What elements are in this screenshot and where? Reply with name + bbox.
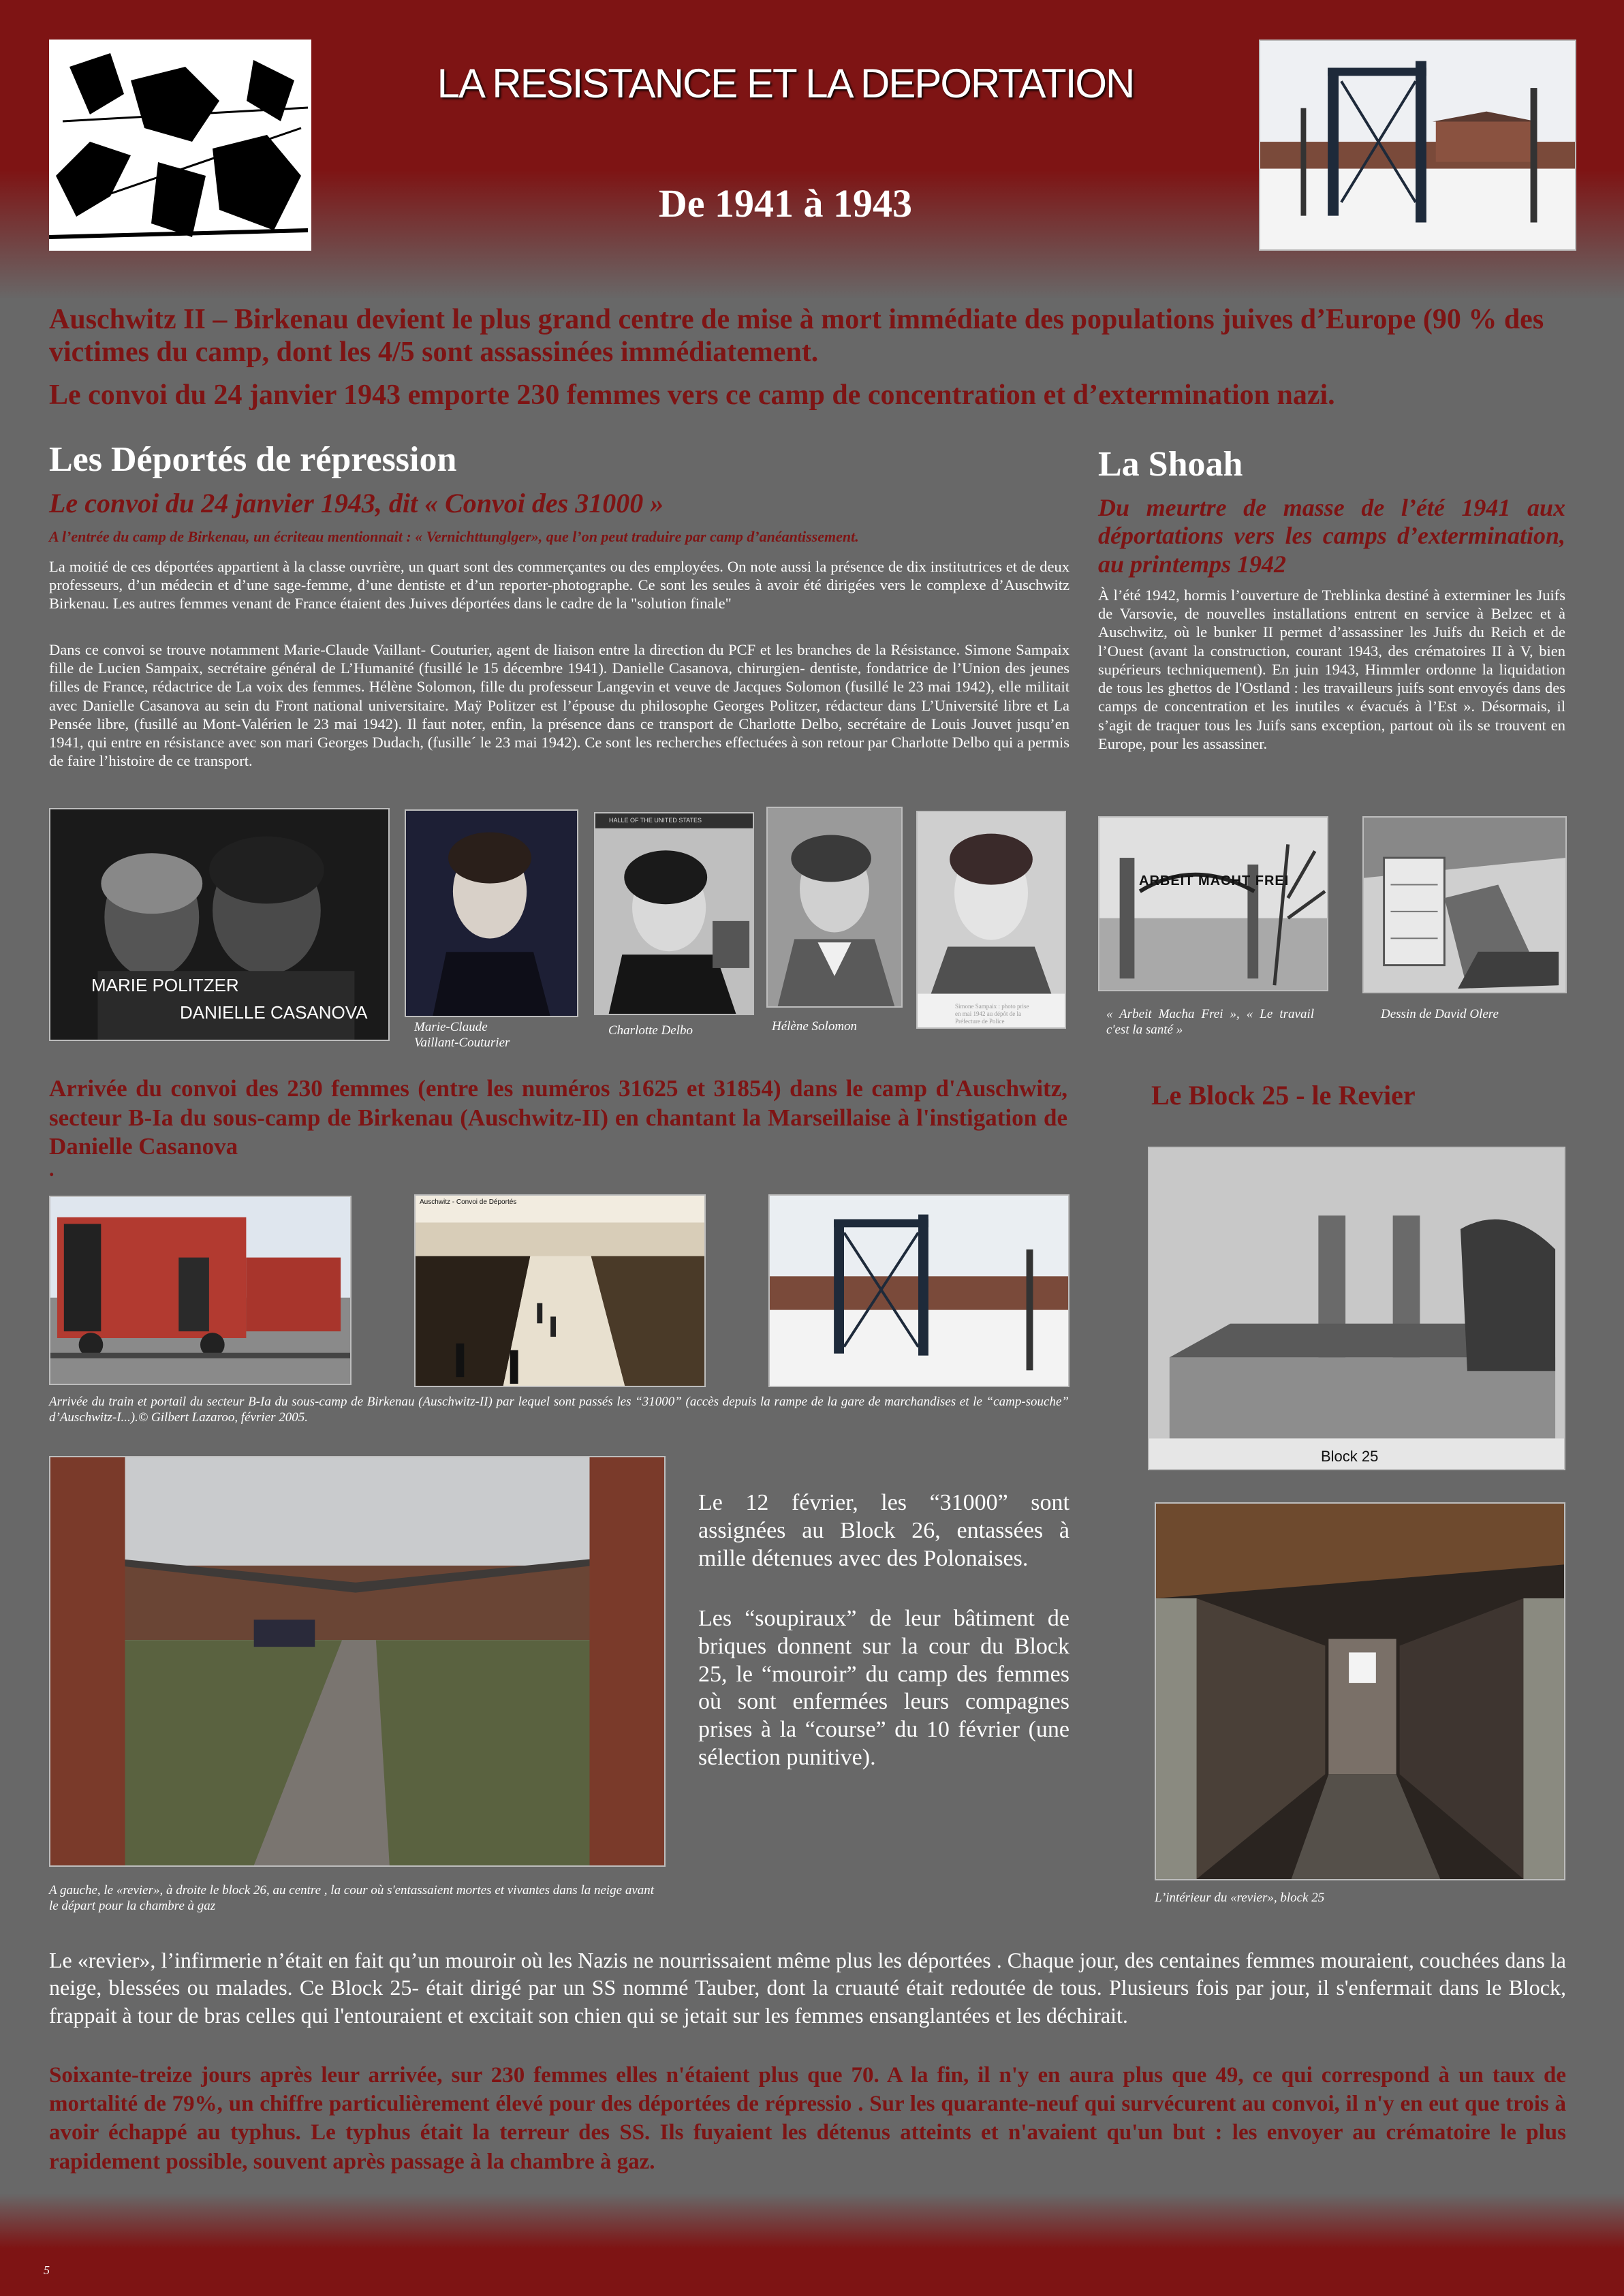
caption-revier-interior: L’intérieur du «revier», block 25 xyxy=(1155,1891,1325,1905)
shoah-paragraph: À l’été 1942, hormis l’ouverture de Treblinka destiné à exterminer les Juifs de Varsovie, de nouvelles installations entrent en service à Belzec et à Auschwitz, où le bunker II permet d’assassiner les Juifs du Reich et de l’Ouest (avant la construction, courant 1943, des crématoires II à V, bien supérieurs techniquement). En juin 1943, Himmler ordonne la liquidation de tous les ghettos de l'Ostland : les travailleurs juifs sont envoyés dans des camps de concentration et les inutiles « évacués à l’Est ». Désormais, il s’agit de traquer tous les Juifs sans exception, partout où ils se trouvent en Europe, pour les assassiner. xyxy=(1098,587,1565,752)
block26-paragraph: Le 12 février, les “31000” sont assignées au Block 26, entassées à mille détenues avec des Polonaises. xyxy=(698,1490,1069,1571)
arrival-caption: Arrivée du train et portail du secteur B-Ia du sous-camp de Birkenau (Auschwitz-II) par lequel sont passés les “31000” (accès depuis la rampe de la gare de marchandises et le “camp-souche” d’Auschwitz-I...).© Gilbert Lazaroo, février 2005. xyxy=(49,1395,1069,1425)
photo-label-politzer: MARIE POLITZER xyxy=(91,975,239,995)
shoah-subheading: Du meurtre de masse de l’été 1941 aux déportations vers les camps d’extermination, au printemps 1942 xyxy=(1098,494,1565,578)
deportes-heading: Les Déportés de répression xyxy=(49,440,457,479)
arrival-dot: . xyxy=(49,1158,54,1181)
block25-photo-label: Block 25 xyxy=(1321,1448,1379,1465)
revier-interior-photo xyxy=(1155,1502,1565,1880)
politzer-casanova-photo xyxy=(49,808,390,1041)
arbeit-sign: ARBEIT MACHT FREI xyxy=(1139,873,1290,888)
block25-heading: Le Block 25 - le Revier xyxy=(1151,1080,1416,1111)
courtyard-photo xyxy=(49,1456,666,1867)
page-title: LA RESISTANCE ET LA DEPORTATION xyxy=(437,61,1134,106)
arbeit-macht-frei-photo xyxy=(1098,816,1328,991)
intro-convoi: Le convoi du 24 janvier 1943 emporte 230 femmes vers ce camp de concentration et d’extermination nazi. xyxy=(49,379,1335,411)
train-wagon-photo xyxy=(49,1196,352,1385)
page-subtitle: De 1941 à 1943 xyxy=(658,181,913,226)
convoi-paragraph-1: La moitié de ces déportées appartient à la classe ouvrière, un quart sont des commerçantes ou des employées. On note aussi la présence de dix institutrices et de deux professeurs, d’un médecin et d’une sage-femme, d’une dentiste et d’un reporter-photographe. Ce sont les seules à avoir été dirigées vers le complexe d’Auschwitz Birkenau. Les autres femmes venant de France étaient des Juives déportées dans le cadre de la "solution finale" xyxy=(49,558,1069,612)
courtyard-caption: A gauche, le «revier», à droite le block 26, au centre , la cour où s'entassaient mortes et vivantes dans la neige avant le départ pour la chambre à gaz xyxy=(49,1883,655,1913)
photo-label-casanova: DANIELLE CASANOVA xyxy=(180,1002,368,1023)
solomon-portrait xyxy=(766,807,903,1008)
caption-delbo: Charlotte Delbo xyxy=(608,1023,693,1038)
soupiraux-paragraph: Les “soupiraux” de leur bâtiment de briques donnent sur la cour du Block 25, le “mouroir” du camp des femmes où sont enfermées leurs compagnes prises à la “course” du 10 février (une sélection punitive). xyxy=(698,1606,1069,1770)
resistance-drawing xyxy=(49,40,311,251)
convoi-subheading: Le convoi du 24 janvier 1943, dit « Convoi des 31000 » xyxy=(49,488,664,518)
intro-auschwitz: Auschwitz II – Birkenau devient le plus grand centre de mise à mort immédiate des populations juives d’Europe (90 % des victimes du camp, dont les 4/5 sont assassinées immédiatement. xyxy=(49,304,1544,369)
revier-paragraph: Le «revier», l’infirmerie n’était en fait qu’un mouroir où les Nazis ne nourrissaient même plus les déportées . Chaque jour, des centaines femmes mouraient, couchées dans la neige, blessées ou malades. Ce Block 25- était dirigé par un SS nommé Tauber, dont la cruauté était redoutée de tous. Plusieurs fois par jour, il s'enfermait dans le Block, frappait à tour de bras celles qui l'entouraient et excitait son chien qui se jetait sur les femmes ensanglantées et les déchirait. xyxy=(49,1948,1566,2028)
page-number: 5 xyxy=(44,2263,50,2277)
delbo-photo-sign: HALLE OF THE UNITED STATES xyxy=(609,817,702,824)
caption-solomon: Hélène Solomon xyxy=(772,1019,858,1034)
arrival-heading: Arrivée du convoi des 230 femmes (entre les numéros 31625 et 31854) dans le camp d'Auschwitz, secteur B-Ia du sous-camp de Birkenau (Auschwitz-II) en chantant la Marseillaise à l'instigation de Danielle Casanova xyxy=(49,1075,1067,1160)
caption-mcvc: Marie-Claude Vaillant-Couturier xyxy=(414,1020,510,1050)
block25-photo xyxy=(1148,1147,1565,1470)
mortality-paragraph: Soixante-treize jours après leur arrivée, sur 230 femmes elles n'étaient plus que 70. A la fin, il n'y en aura plus que 49, ce qui correspond à un taux de mortalité de 79%, un chiffre particulièrement élevé pour des déportées de répressio . Sur les quarante-neuf qui survécurent au convoi, il n'y en eut que trois à avoir échappé au typhus. Le typhus était la terreur des SS. Ils fuyaient les détenus atteints et n'avaient qu'un but : les envoyer au crématoire le plus rapidement possible, souvent après passage à la chambre à gaz. xyxy=(49,2063,1566,2174)
david-olere-drawing xyxy=(1362,816,1567,993)
caption-olere: Dessin de David Olere xyxy=(1381,1007,1499,1021)
delbo-portrait xyxy=(594,812,754,1015)
birkenau-gate-photo-top xyxy=(1259,40,1576,251)
birkenau-gate-photo xyxy=(768,1194,1069,1387)
convoi-photo-label: Auschwitz - Convoi de Déportés xyxy=(420,1198,517,1206)
bottom-band xyxy=(0,2194,1624,2296)
ecriteau-note: A l’entrée du camp de Birkenau, un écriteau mentionnait : « Vernichttunglger», que l’on peut traduire par camp d’anéantissement. xyxy=(49,528,859,545)
shoah-heading: La Shoah xyxy=(1098,445,1243,484)
mcvc-portrait xyxy=(405,809,578,1017)
caption-arbeit: « Arbeit Macha Frei », « Le travail c'est la santé » xyxy=(1106,1007,1314,1037)
convoi-paragraph-2: Dans ce convoi se trouve notamment Marie-Claude Vaillant- Couturier, agent de liaison entre la direction du PCF et les branches de la Résistance. Simone Sampaix fille de Lucien Sampaix, secrétaire général de L’Humanité (fusillé le 15 décembre 1941). Danielle Casanova, chirurgien- dentiste, fondatrice de l’Union des jeunes filles de France, rédactrice de La voix des femmes. Hélène Solomon, fille du professeur Langevin et veuve de Jacques Solomon (fusillé le 23 mai 1942), elle militait avec Danielle Casanova au sein du Front national universitaire. Maÿ Politzer est l’épouse du philosophe Georges Politzer, rédacteur dans L’Université libre et La Pensée libre, (fusillé au Mont-Valérien le 23 mai 1942). Il faut noter, enfin, la présence dans ce transport de Charlotte Delbo, secrétaire de Louis Jouvet jusqu’en 1941, qui entre en résistance avec son mari Georges Dudach, (fusille´ le 23 mai 1942). Ce sont les recherches effectuées à son retour par Charlotte Delbo qui a permis de faire l’histoire de ce transport. xyxy=(49,641,1069,770)
sampaix-portrait xyxy=(916,811,1066,1029)
convoi-deportes-photo xyxy=(414,1194,706,1387)
caption-sampaix: Simone Sampaix : photo prise en mai 1942 au dépôt de la Préfecture de Police xyxy=(955,1003,1029,1025)
